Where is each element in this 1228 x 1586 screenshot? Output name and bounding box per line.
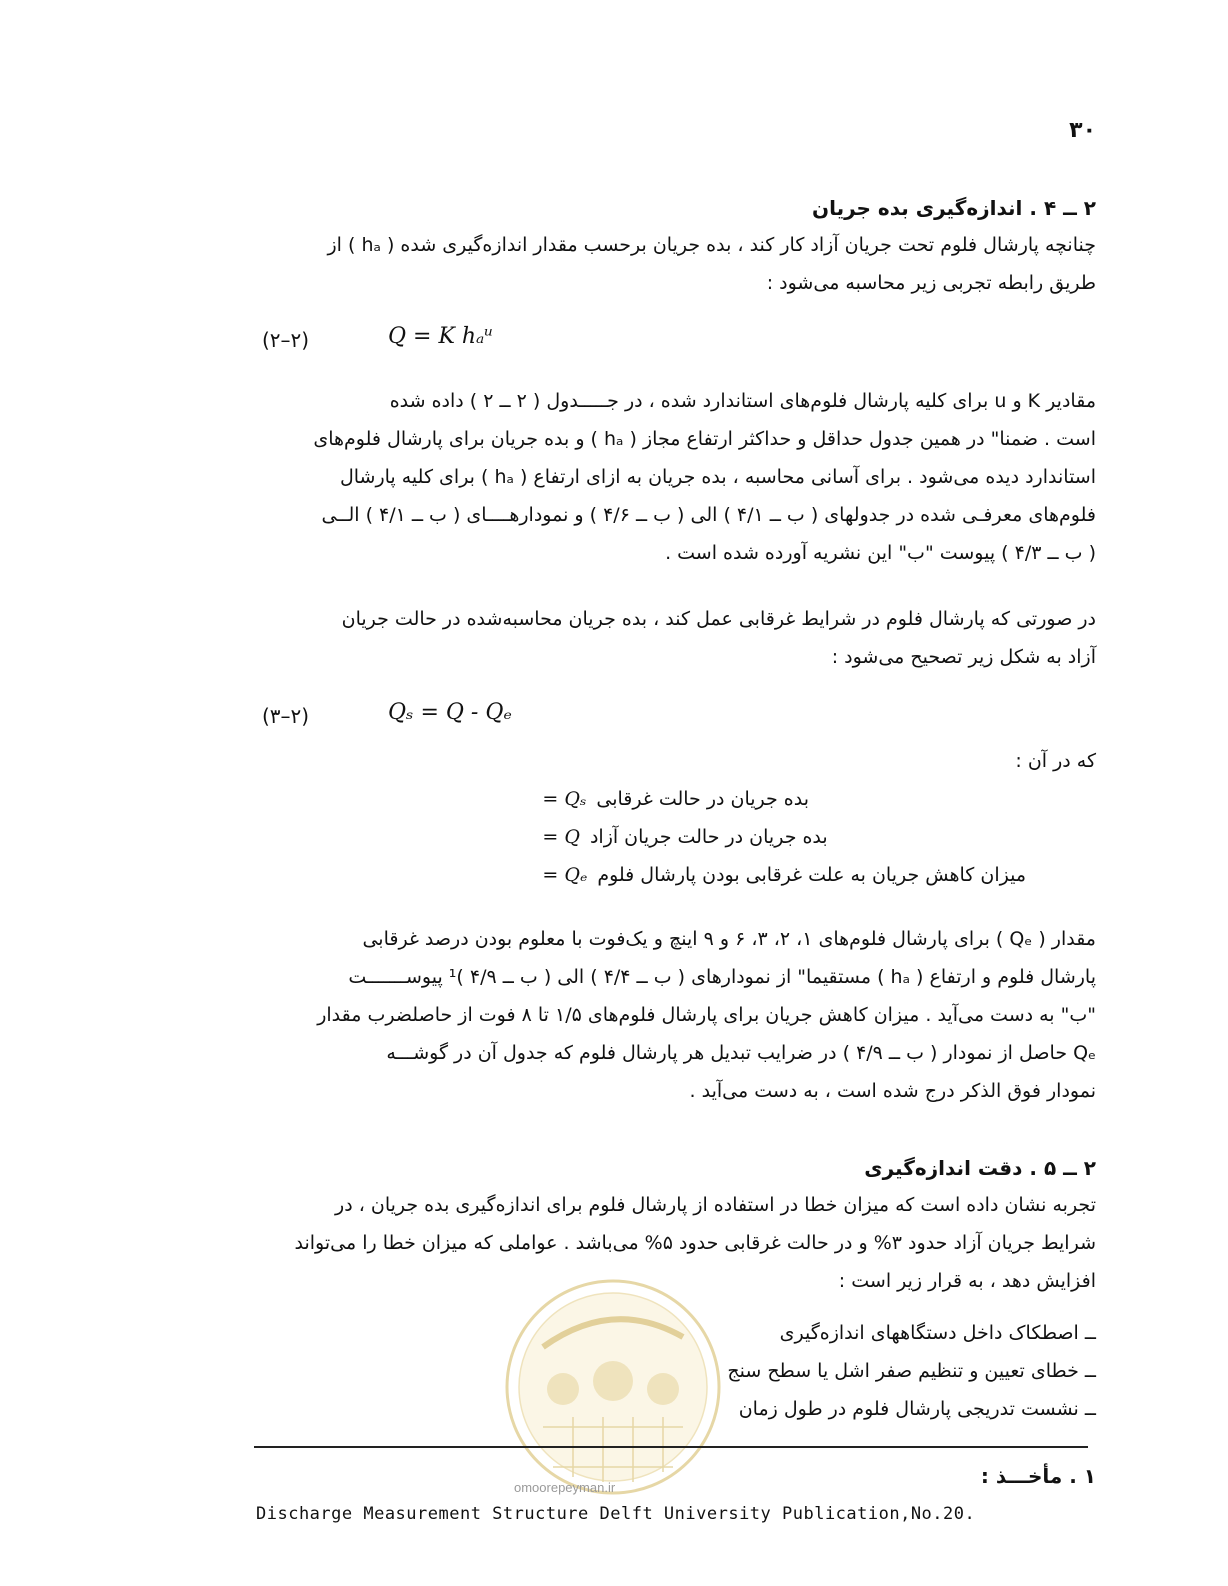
section-heading-discharge: ۲ ــ ۴ . اندازه‌گیری بده جریان [812,196,1096,220]
text-line: Qₑ حاصل از نمودار ( ب ــ ۴/۹ ) در ضرایب تبدیل هر پارشال فلوم که جدول آن در گوشـــه [386,1042,1096,1064]
definition-row [542,818,1096,856]
text-line: ( ب ــ ۴/۳ ) پیوست "ب" این نشریه آورده شده است . [665,542,1096,564]
text-line: چنانچه پارشال فلوم تحت جریان آزاد کار کند ، بده جریان برحسب مقدار اندازه‌گیری شده ( hₐ ) از [327,234,1096,256]
definition-symbol: Qₛ = [542,788,587,810]
section-heading-accuracy: ۲ ــ ۵ . دقت اندازه‌گیری [864,1156,1096,1180]
text-line: است . ضمنا" در همین جدول حداقل و حداکثر ارتفاع مجاز ( hₐ ) و بده جریان برای پارشال فلوم‌های [313,428,1096,450]
error-factors-list [727,1314,1096,1428]
text-line: استاندارد دیده می‌شود . برای آسانی محاسبه ، بده جریان به ازای ارتفاع ( hₐ ) برای کلیه پارشال [339,466,1096,488]
text-line: نمودار فوق الذکر درج شده است ، به دست می‌آید . [689,1080,1096,1102]
reduction-paragraph [256,920,1096,1110]
definition-text: بده جریان در حالت غرقابی [596,788,810,810]
text-line: تجربه نشان داده است که میزان خطا در استفاده از پارشال فلوم برای اندازه‌گیری بده جریان ، در [335,1194,1096,1216]
list-item: ــ اصطکاک داخل دستگاههای اندازه‌گیری [779,1322,1096,1344]
definition-text: بده جریان در حالت جریان آزاد [589,826,828,848]
text-line: شرایط جریان آزاد حدود ۳% و در حالت غرقابی حدود ۵% می‌باشد . عواملی که میزان خطا را می‌تواند [294,1232,1096,1254]
text-line: "ب" به دست می‌آید . میزان کاهش جریان برای پارشال فلوم‌های ۱/۵ تا ۸ فوت از حاصلضرب مقدار [317,1004,1096,1026]
list-item: ــ نشست تدریجی پارشال فلوم در طول زمان [738,1398,1096,1420]
footnote-reference: Discharge Measurement Structure Delft University Publication,No.20. [256,1504,976,1524]
definition-row [542,856,1096,894]
text-line: در صورتی که پارشال فلوم در شرایط غرقابی عمل کند ، بده جریان محاسبه‌شده در حالت جریان [341,608,1096,630]
watermark-stamp-logo [503,1277,723,1497]
page-number: ۳۰ [1069,118,1096,143]
equation-discharge: Q = K hₐᵘ [388,324,494,349]
definition-symbol: Q = [542,826,580,848]
watermark-url: omoorepeyman.ir [514,1480,616,1495]
definition-symbol: Qₑ = [542,864,588,886]
submerged-paragraph [256,600,1096,676]
text-line: طریق رابطه تجربی زیر محاسبه می‌شود : [766,272,1096,294]
text-line: آزاد به شکل زیر تصحیح می‌شود : [831,646,1096,668]
definitions-block [542,742,1096,894]
coefficients-paragraph [256,382,1096,572]
section-intro-paragraph [256,226,1096,302]
list-item: ــ خطای تعیین و تنظیم صفر اشل یا سطح سنج [727,1360,1096,1382]
definition-row [542,780,1096,818]
text-line: مقادیر K و u برای کلیه پارشال فلوم‌های استاندارد شده ، در جـــــدول ( ۲ ــ ۲ ) داده شده [389,390,1096,412]
footnote-title: ۱ . مأخـــذ : [980,1464,1096,1488]
footnote-divider [254,1446,1088,1448]
text-line: پارشال فلوم و ارتفاع ( hₐ ) مستقیما" از نمودارهای ( ب ــ ۴/۴ ) الی ( ب ــ ۴/۹ )¹ پیوســـــــت [348,966,1096,988]
equation-submerged: Qₛ = Q - Qₑ [388,700,512,725]
text-line: افزایش دهد ، به قرار زیر است : [838,1270,1096,1292]
definitions-intro: که در آن : [1015,750,1096,772]
text-line: مقدار ( Qₑ ) برای پارشال فلوم‌های ۱، ۲، ۳، ۶ و ۹ اینچ و یک‌فوت با معلوم بودن درصد غرقابی [362,928,1096,950]
definition-text: میزان کاهش جریان به علت غرقابی بودن پارشال فلوم [597,864,1026,886]
text-line: فلوم‌های معرفـی شده در جدولهای ( ب ــ ۴/۱ ) الی ( ب ــ ۴/۶ ) و نمودارهــــای ( ب ــ ۴/۱ ) الــی [321,504,1096,526]
equation-number: (۳–۲) [262,704,310,728]
equation-number: (۲–۲) [262,328,310,352]
